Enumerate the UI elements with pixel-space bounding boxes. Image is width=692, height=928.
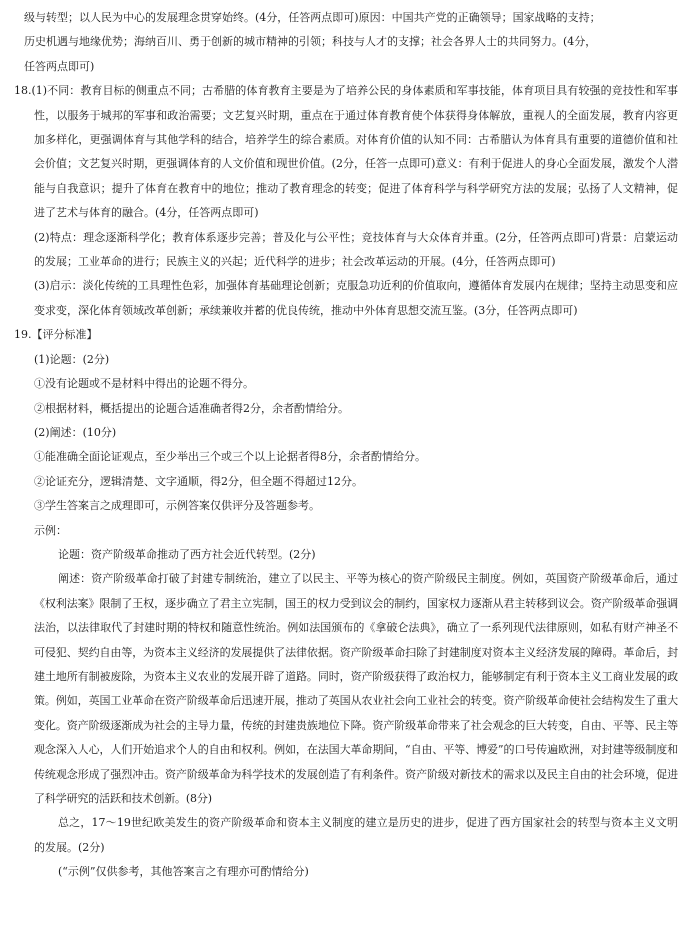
- example-note: (“示例”仅供参考，其他答案言之有理亦可酌情给分): [58, 865, 309, 879]
- question-18-part-2: (2)特点：理念逐渐科学化；教育体系逐步完善；普及化与公平性；竞技体育与大众体育并重。(2分，任答两点即可)背景：启蒙运动的发展；工业革命的进行；民族主义的兴起；近代科学的进步；社会改革运动的开展。(4分，任答两点即可): [34, 230, 678, 269]
- answer-line-1: 级与转型；以人民为中心的发展理念贯穿始终。(4分，任答两点即可)原因：中国共产党的正确领导；国家战略的支持；: [24, 11, 601, 24]
- question-19-heading: 19.【评分标准】: [14, 328, 98, 342]
- q19-criterion-topic: (1)论题：(2分): [34, 352, 110, 366]
- answer-line-3: 任答两点即可): [24, 59, 95, 73]
- answer-line-2: 历史机遇与地缘优势；海纳百川、勇于创新的城市精神的引领；科技与人才的支撑；社会各界人士的共同努力。(4分，: [24, 35, 597, 49]
- q19-elaboration-rule-1: ①能准确全面论证观点，至少举出三个或三个以上论据者得8分，余者酌情给分。: [34, 450, 426, 464]
- q19-elaboration-rule-3: ③学生答案言之成理即可，示例答案仅供评分及答题参考。: [34, 499, 320, 513]
- example-topic: 论题：资产阶级革命推动了西方社会近代转型。(2分): [58, 547, 316, 561]
- q19-criterion-elaboration: (2)阐述：(10分): [34, 425, 117, 439]
- example-summary: 总之，17～19世纪欧美发生的资产阶级革命和资本主义制度的建立是历史的进步，促进了西方国家社会的转型与资本主义文明的发展。(2分): [34, 816, 678, 854]
- q19-elaboration-rule-2: ②论证充分，逻辑清楚、文字通顺，得2分，但全题不得超过12分。: [34, 474, 363, 488]
- question-18-part-3: (3)启示：淡化传统的工具理性色彩，加强体育基础理论创新；克服急功近利的价值取向，遵循体育发展内在规律；坚持主动思变和应变求变，深化体育领域改革创新；承续兼收并蓄的优良传统，推动中外体育思想交流互鉴。(3分，任答两点即可): [34, 279, 678, 317]
- q19-topic-rule-2: ②根据材料，概括提出的论题合适准确者得2分，余者酌情给分。: [34, 401, 349, 415]
- example-body: 阐述：资产阶级革命打破了封建专制统治，建立了以民主、平等为核心的资产阶级民主制度。例如，英国资产阶级革命后，通过《权利法案》限制了王权，逐步确立了君主立宪制，国王的权力受到议会的制约，国家权力逐渐从君主转移到议会。资产阶级革命强调法治，以法律取代了封建时期的特权和随意性统治。例如法国颁布的《拿破仑法典》，确立了一系列现代法律原则，如私有财产神圣不可侵犯、契约自由等，为资本主义经济的发展提供了法律依据。资产阶级革命扫除了封建制度对资本主义经济发展的障碍。革命后，封建土地所有制被废除，为资本主义农业的发展开辟了道路。同时，资产阶级获得了政治权力，能够制定有利于资本主义工商业发展的政策。例如，英国工业革命在资产阶级革命后迅速开展，推动了英国从农业社会向工业社会的转变。资产阶级革命使社会结构发生了重大变化。资产阶级逐渐成为社会的主导力量，传统的封建贵族地位下降。资产阶级革命带来了社会观念的巨大转变，自由、平等、民主等观念深入人心，人们开始追求个人的自由和权利。例如，在法国大革命期间，“自由、平等、博爱”的口号传遍欧洲，对封建等级制度和传统观念形成了强烈冲击。资产阶级革命为科学技术的发展创造了有利条件。资产阶级对新技术的需求以及民主自由的社会环境，促进了科学研究的活跃和技术创新。(8分): [34, 572, 678, 805]
- question-18-part-1: 18.(1)不同：教育目标的侧重点不同；古希腊的体育教育主要是为了培养公民的身体素质和军事技能，体育项目具有较强的竞技性和军事性，以服务于城邦的军事和政治需要；文艺复兴时期，重点在于通过体育教育使个体获得身体解放，重视人的全面发展，教育内容更加多样化，更强调体育与其他学科的结合，培养学生的综合素质。对体育价值的认知不同：古希腊认为体育具有重要的道德价值和社会价值；文艺复兴时期，更强调体育的人文价值和现世价值。(2分，任答一点即可)意义：有利于促进人的身心全面发展，激发个人潜能与自我意识；提升了体育在教育中的地位；推动了教育理念的转变；促进了体育科学与科学研究方法的发展；弘扬了人文精神，促进了艺术与体育的融合。(4分，任答两点即可): [14, 84, 678, 220]
- example-label: 示例：: [34, 523, 67, 537]
- q19-topic-rule-1: ①没有论题或不是材料中得出的论题不得分。: [34, 377, 254, 391]
